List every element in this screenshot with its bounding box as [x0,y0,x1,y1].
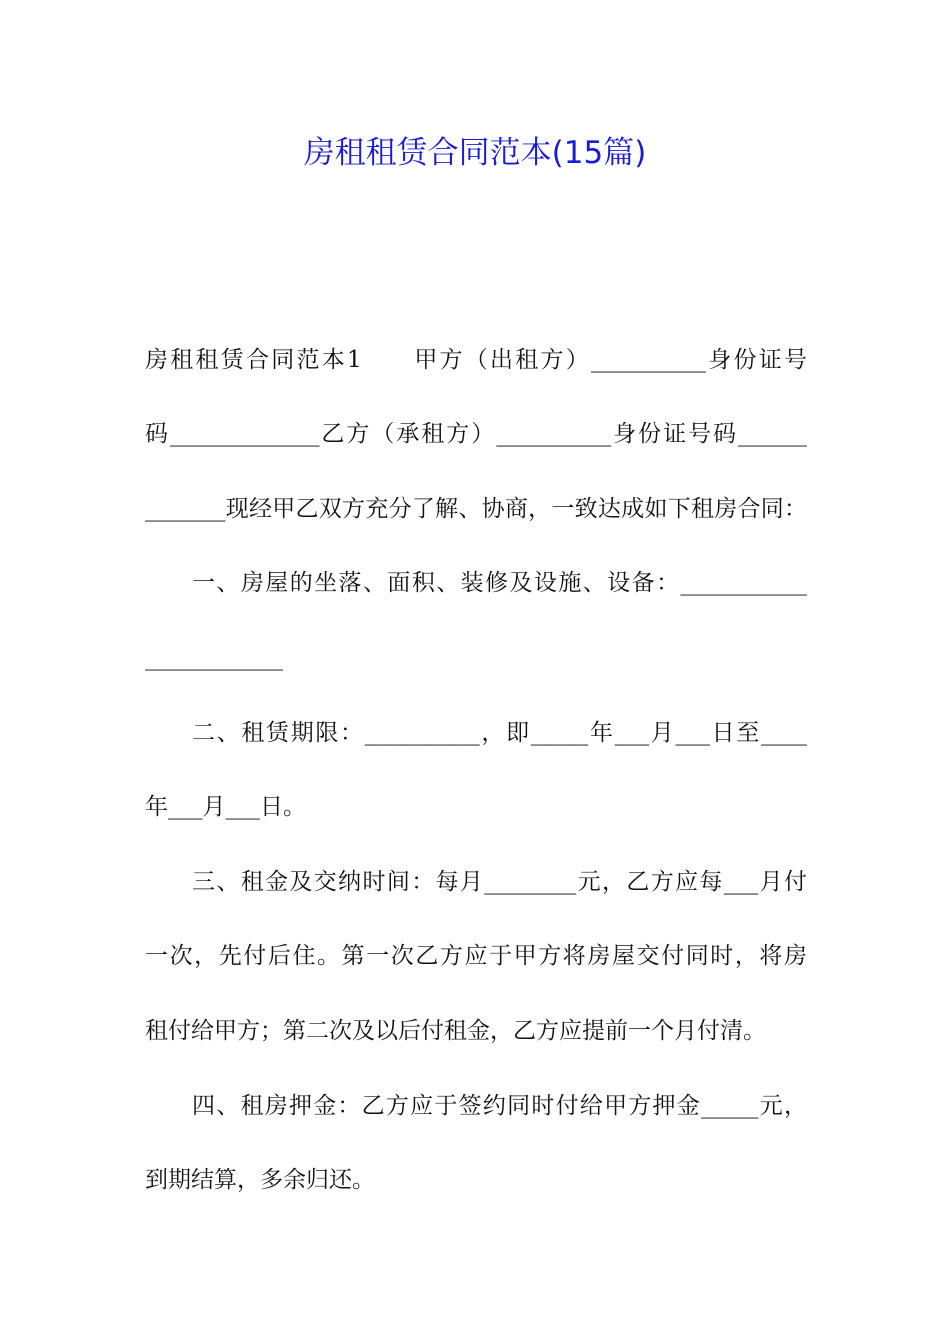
paragraph-line: 四、租房押金：乙方应于签约同时付给甲方押金_____元， [192,1093,807,1119]
paragraph-line: 房租租赁合同范本1 甲方（出租方）__________身份证号 [145,347,807,373]
paragraph-line: ____________ [145,645,283,671]
paragraph-line: 年___月___日。 [145,794,306,820]
paragraph-line: 一、房屋的坐落、面积、装修及设施、设备：___________ [192,570,807,596]
paragraph-line: 到期结算，多余归还。 [145,1167,375,1193]
paragraph-line: 一次，先付后住。第一次乙方应于甲方将房屋交付同时，将房 [145,943,807,969]
document-title: 房租租赁合同范本(15篇) [303,135,647,171]
paragraph-line: 租付给甲方；第二次及以后付租金，乙方应提前一个月付清。 [145,1018,766,1044]
paragraph-line: 三、租金及交纳时间：每月________元，乙方应每___月付 [192,869,807,895]
paragraph-line: 二、租赁期限：__________，即_____年___月___日至____ [192,720,807,746]
paragraph-line: _______现经甲乙双方充分了解、协商，一致达成如下租房合同： [145,496,807,522]
paragraph-line: 码_____________乙方（承租方）__________身份证号码______ [145,421,807,447]
